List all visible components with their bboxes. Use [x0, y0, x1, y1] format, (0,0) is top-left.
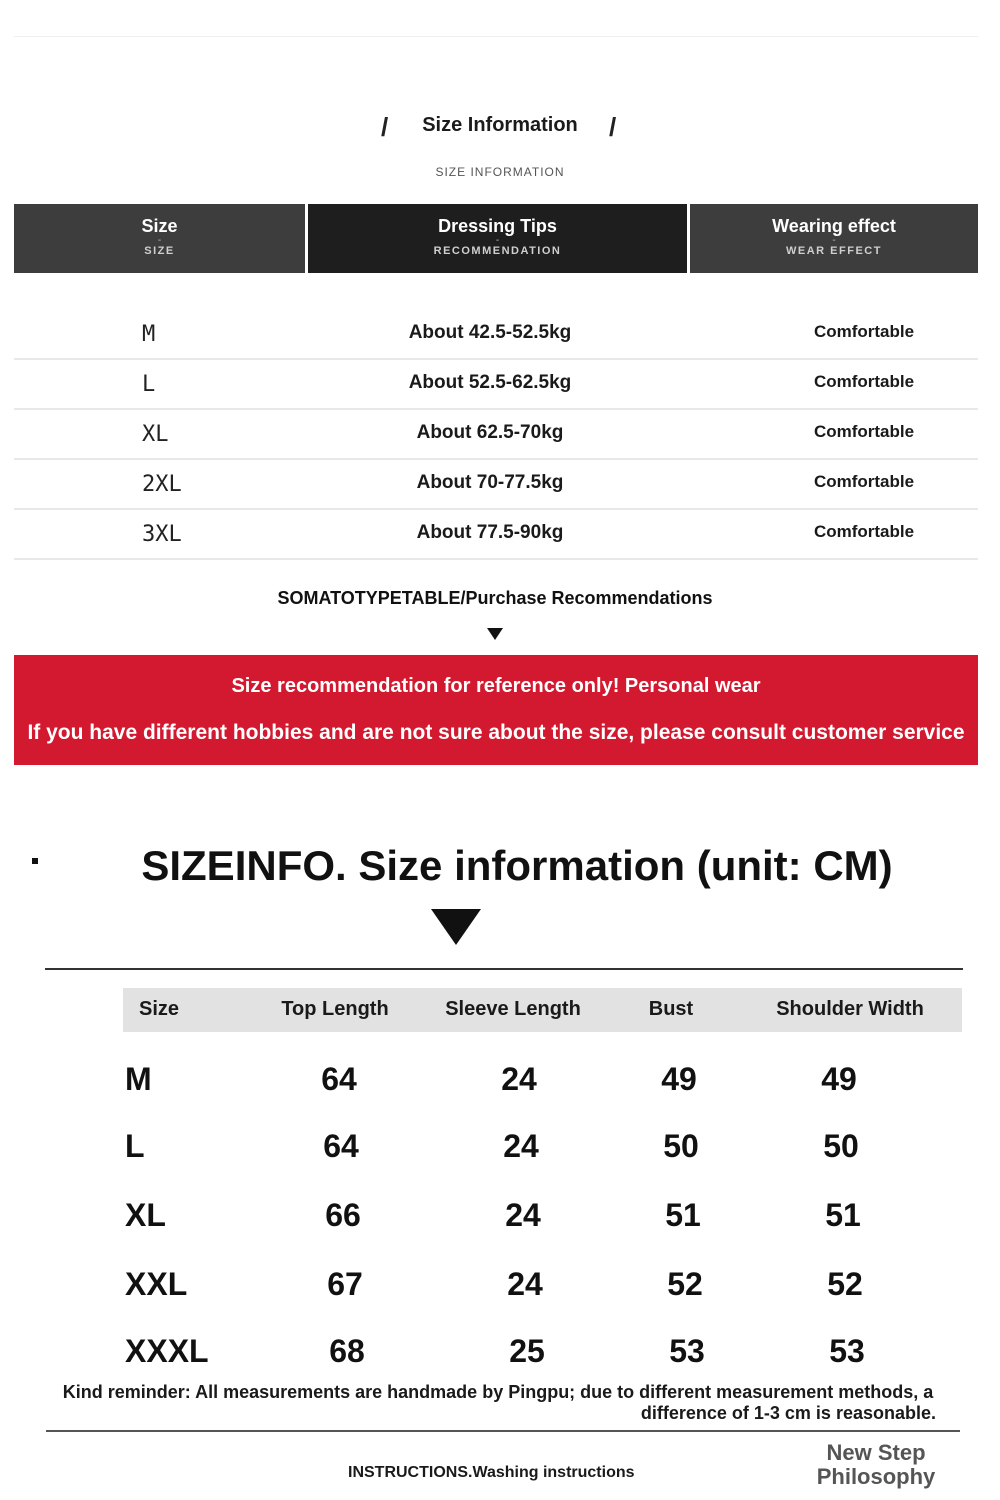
measurement-title: SIZEINFO. Size information (unit: CM)	[141, 842, 893, 889]
header-size-sub: SIZE	[144, 245, 175, 257]
title-slash-left: /	[381, 112, 389, 142]
rec-tip: About 62.5-70kg	[416, 422, 564, 443]
header-size-dash: -	[157, 235, 162, 246]
cell-sleeve-length: 24	[507, 1266, 543, 1302]
cell-shoulder-width: 50	[823, 1128, 859, 1164]
col-shoulder-width: Shoulder Width	[776, 998, 924, 1020]
header-wearing-effect	[690, 204, 978, 273]
rec-effect: Comfortable	[813, 372, 915, 391]
notice-line-1: Size recommendation for reference only! Personal wear	[231, 675, 761, 697]
table-row	[123, 1061, 962, 1111]
rec-size: 3XL	[142, 522, 182, 547]
cell-shoulder-width: 51	[825, 1197, 861, 1233]
header-dressing-tips	[308, 204, 687, 273]
cell-size: M	[125, 1061, 152, 1097]
cell-top-length: 66	[325, 1197, 361, 1233]
somatotype-caption: SOMATOTYPETABLE/Purchase Recommendations	[277, 588, 713, 608]
reminder-line-2: difference of 1-3 cm is reasonable.	[640, 1403, 936, 1423]
cell-top-length: 67	[327, 1266, 363, 1302]
table-row	[123, 1197, 962, 1247]
rec-effect: Comfortable	[813, 472, 915, 491]
cell-top-length: 64	[321, 1061, 357, 1097]
brand-line-1: New Step	[826, 1440, 926, 1465]
rec-tip: About 42.5-52.5kg	[408, 322, 572, 343]
notice-line-2: If you have different hobbies and are not sure about the size, please consult customer service	[27, 721, 965, 744]
col-bust: Bust	[648, 998, 694, 1020]
rec-size: 2XL	[142, 472, 182, 497]
header-tips-label: Dressing Tips	[438, 216, 557, 236]
size-info-title: Size Information	[422, 114, 578, 136]
header-wear-label: Wearing effect	[772, 216, 896, 236]
recommendation-row	[14, 458, 978, 510]
cell-top-length: 68	[329, 1333, 365, 1369]
header-size	[14, 204, 305, 273]
washing-instructions-heading: INSTRUCTIONS.Washing instructions	[348, 1464, 635, 1481]
cell-bust: 53	[669, 1333, 705, 1369]
notice-banner	[14, 655, 978, 765]
divider-top	[45, 968, 963, 970]
rec-size: L	[142, 372, 156, 397]
cell-top-length: 64	[323, 1128, 359, 1164]
cell-sleeve-length: 24	[503, 1128, 539, 1164]
header-tips-dash: -	[495, 235, 500, 246]
cell-bust: 50	[663, 1128, 699, 1164]
col-sleeve-length: Sleeve Length	[445, 998, 581, 1020]
header-wear-sub: WEAR EFFECT	[786, 245, 882, 257]
rec-effect: Comfortable	[813, 422, 915, 441]
rec-size: XL	[142, 422, 169, 447]
cell-shoulder-width: 53	[829, 1333, 865, 1369]
rec-tip: About 52.5-62.5kg	[408, 372, 572, 393]
recommendation-row	[14, 408, 978, 460]
cell-sleeve-length: 24	[501, 1061, 537, 1097]
cell-size: XXXL	[125, 1333, 209, 1369]
brand-logo	[806, 1441, 946, 1489]
recommendation-row	[14, 358, 978, 410]
measurement-header	[123, 988, 962, 1032]
cell-size: L	[125, 1128, 145, 1164]
cell-sleeve-length: 24	[505, 1197, 541, 1233]
down-arrow-icon	[487, 628, 503, 640]
cell-shoulder-width: 52	[827, 1266, 863, 1302]
down-arrow-large-icon	[431, 909, 481, 945]
cell-bust: 51	[665, 1197, 701, 1233]
col-top-length: Top Length	[281, 998, 389, 1020]
header-tips-sub: RECOMMENDATION	[433, 245, 562, 257]
reminder-line-1: Kind reminder: All measurements are handmade by Pingpu; due to different measurement methods, a	[62, 1382, 934, 1402]
cell-sleeve-length: 25	[509, 1333, 545, 1369]
cell-bust: 52	[667, 1266, 703, 1302]
rec-tip: About 77.5-90kg	[416, 522, 564, 543]
table-row	[123, 1333, 962, 1383]
recommendation-row	[14, 508, 978, 560]
table-row	[123, 1266, 962, 1316]
header-wear-dash: -	[832, 235, 836, 246]
rec-size: M	[142, 322, 156, 347]
title-slash-right: /	[609, 112, 617, 142]
cell-shoulder-width: 49	[821, 1061, 857, 1097]
divider-bottom	[46, 1430, 960, 1432]
rec-tip: About 70-77.5kg	[416, 472, 564, 493]
rec-effect: Comfortable	[813, 322, 915, 341]
cell-size: XL	[125, 1197, 166, 1233]
rec-effect: Comfortable	[813, 522, 915, 541]
cell-bust: 49	[661, 1061, 697, 1097]
brand-line-2: Philosophy	[816, 1464, 936, 1489]
col-size: Size	[139, 998, 180, 1020]
size-info-subtitle: SIZE INFORMATION	[435, 165, 565, 179]
table-row	[123, 1128, 962, 1178]
recommendation-row	[14, 308, 978, 360]
header-size-label: Size	[141, 216, 178, 236]
cell-size: XXL	[125, 1266, 188, 1302]
kind-reminder	[60, 1382, 936, 1424]
